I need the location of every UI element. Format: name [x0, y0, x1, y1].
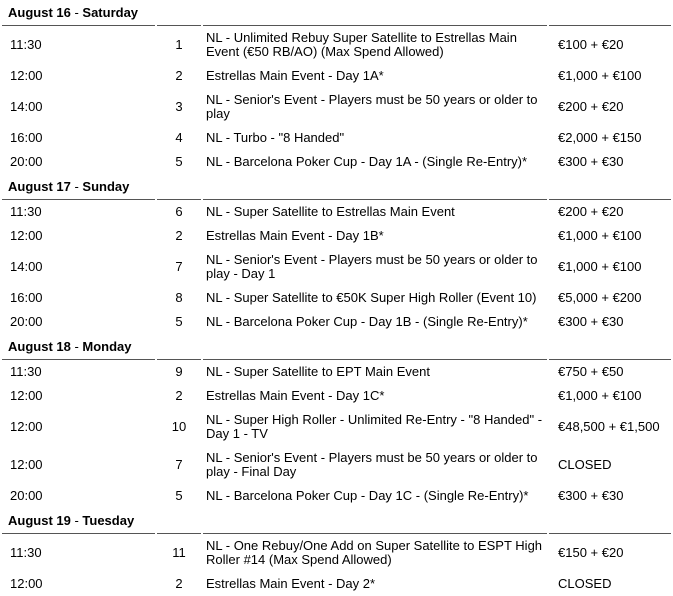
- event-name-cell: NL - Barcelona Poker Cup - Day 1A - (Single Re-Entry)*: [206, 154, 528, 169]
- event-name-cell: NL - Senior's Event - Players must be 50 years or older to play - Day 1: [206, 252, 538, 281]
- event-number-cell: 3: [175, 99, 183, 114]
- date-day: August 19: [8, 513, 71, 528]
- event-name-cell: NL - One Rebuy/One Add on Super Satellite to ESPT High Roller #14 (Max Spend Allowed): [203, 533, 547, 572]
- event-number-cell: 5: [175, 154, 183, 169]
- event-number-cell: 2: [175, 576, 183, 591]
- buyin-cell: €300 + €30: [558, 314, 624, 329]
- time-cell: 16:00: [10, 130, 43, 145]
- event-row: [2, 446, 671, 484]
- event-name-cell: Estrellas Main Event - Day 2*: [206, 576, 376, 591]
- event-number-cell: 9: [157, 359, 201, 384]
- event-number-cell: 8: [175, 290, 183, 305]
- event-row: [2, 199, 671, 224]
- event-row: [2, 88, 671, 126]
- date-separator: -: [70, 339, 83, 354]
- event-number-cell: 1: [157, 25, 201, 64]
- event-name-cell: NL - Super Satellite to €50K Super High Roller (Event 10): [206, 290, 537, 305]
- time-cell: 11:30: [2, 25, 155, 64]
- event-row: [2, 384, 671, 408]
- event-row: [2, 64, 671, 88]
- date-header: [2, 508, 671, 533]
- buyin-cell: €750 + €50: [549, 359, 671, 384]
- event-name-cell: NL - Super Satellite to Estrellas Main Event: [203, 199, 547, 224]
- event-name-cell: NL - Unlimited Rebuy Super Satellite to Estrellas Main Event (€50 RB/AO) (Max Spend Allowed): [203, 25, 547, 64]
- date-separator: -: [70, 5, 83, 20]
- buyin-cell: €1,000 + €100: [558, 259, 642, 274]
- event-name-cell: NL - Senior's Event - Players must be 50 years or older to play - Final Day: [206, 450, 538, 479]
- event-name-cell: NL - Turbo - "8 Handed": [206, 130, 345, 145]
- time-cell: 14:00: [10, 99, 43, 114]
- time-cell: 16:00: [10, 290, 43, 305]
- event-number-cell: 2: [175, 228, 183, 243]
- time-cell: 14:00: [10, 259, 43, 274]
- event-row: [2, 224, 671, 248]
- event-name-cell: Estrellas Main Event - Day 1C*: [206, 388, 385, 403]
- event-number-cell: 4: [175, 130, 183, 145]
- event-number-cell: 5: [175, 488, 183, 503]
- date-header-row: [2, 174, 671, 199]
- event-number-cell: 2: [175, 68, 183, 83]
- event-row: [2, 25, 671, 64]
- time-cell: 12:00: [10, 457, 43, 472]
- event-number-cell: 6: [157, 199, 201, 224]
- date-day: August 18: [8, 339, 71, 354]
- event-name-cell: NL - Super High Roller - Unlimited Re-Entry - "8 Handed" - Day 1 - TV: [206, 412, 543, 441]
- buyin-cell: CLOSED: [558, 457, 612, 472]
- event-name-cell: NL - Senior's Event - Players must be 50 years or older to play: [206, 92, 538, 121]
- time-cell: 20:00: [10, 314, 43, 329]
- time-cell: 12:00: [10, 228, 43, 243]
- event-name-cell: Estrellas Main Event - Day 1B*: [206, 228, 384, 243]
- event-number-cell: 2: [175, 388, 183, 403]
- date-weekday: Monday: [82, 339, 132, 354]
- schedule-table-body: [2, 0, 671, 596]
- event-row: [2, 310, 671, 334]
- event-name-cell: NL - Barcelona Poker Cup - Day 1C - (Single Re-Entry)*: [206, 488, 529, 503]
- time-cell: 11:30: [2, 359, 155, 384]
- event-row: [2, 286, 671, 310]
- buyin-cell: €200 + €20: [549, 199, 671, 224]
- time-cell: 12:00: [10, 68, 43, 83]
- buyin-cell: €5,000 + €200: [558, 290, 642, 305]
- event-name-cell: NL - Barcelona Poker Cup - Day 1B - (Single Re-Entry)*: [206, 314, 528, 329]
- event-row: [2, 126, 671, 150]
- buyin-cell: €300 + €30: [558, 154, 624, 169]
- buyin-cell: €150 + €20: [549, 533, 671, 572]
- date-header-row: [2, 0, 671, 25]
- event-number-cell: 7: [175, 457, 183, 472]
- event-row: [2, 248, 671, 286]
- time-cell: 11:30: [2, 533, 155, 572]
- date-separator: -: [70, 179, 83, 194]
- event-number-cell: 11: [157, 533, 201, 572]
- buyin-cell: €2,000 + €150: [558, 130, 642, 145]
- event-row: [2, 533, 671, 572]
- event-row: [2, 359, 671, 384]
- event-row: [2, 150, 671, 174]
- buyin-cell: €100 + €20: [549, 25, 671, 64]
- buyin-cell: €1,000 + €100: [558, 388, 642, 403]
- buyin-cell: CLOSED: [558, 576, 612, 591]
- date-header: [2, 174, 671, 199]
- event-number-cell: 10: [171, 419, 187, 434]
- time-cell: 12:00: [10, 388, 43, 403]
- event-name-cell: Estrellas Main Event - Day 1A*: [206, 68, 384, 83]
- time-cell: 20:00: [10, 154, 43, 169]
- time-cell: 12:00: [10, 576, 43, 591]
- buyin-cell: €200 + €20: [558, 99, 624, 114]
- event-row: [2, 484, 671, 508]
- event-number-cell: 7: [175, 259, 183, 274]
- date-weekday: Saturday: [82, 5, 139, 20]
- date-day: August 16: [8, 5, 71, 20]
- event-name-cell: NL - Super Satellite to EPT Main Event: [203, 359, 547, 384]
- buyin-cell: €300 + €30: [558, 488, 624, 503]
- time-cell: 12:00: [10, 419, 43, 434]
- buyin-cell: €1,000 + €100: [558, 68, 642, 83]
- date-day: August 17: [8, 179, 71, 194]
- date-header: [2, 334, 671, 359]
- date-header-row: [2, 508, 671, 533]
- event-row: [2, 408, 671, 446]
- time-cell: 11:30: [2, 199, 155, 224]
- date-separator: -: [70, 513, 83, 528]
- date-weekday: Sunday: [82, 179, 130, 194]
- buyin-cell: €48,500 + €1,500: [558, 419, 660, 434]
- buyin-cell: €1,000 + €100: [558, 228, 642, 243]
- date-header-row: [2, 334, 671, 359]
- date-header: [2, 0, 671, 25]
- time-cell: 20:00: [10, 488, 43, 503]
- event-number-cell: 5: [175, 314, 183, 329]
- date-weekday: Tuesday: [82, 513, 135, 528]
- event-row: [2, 572, 671, 596]
